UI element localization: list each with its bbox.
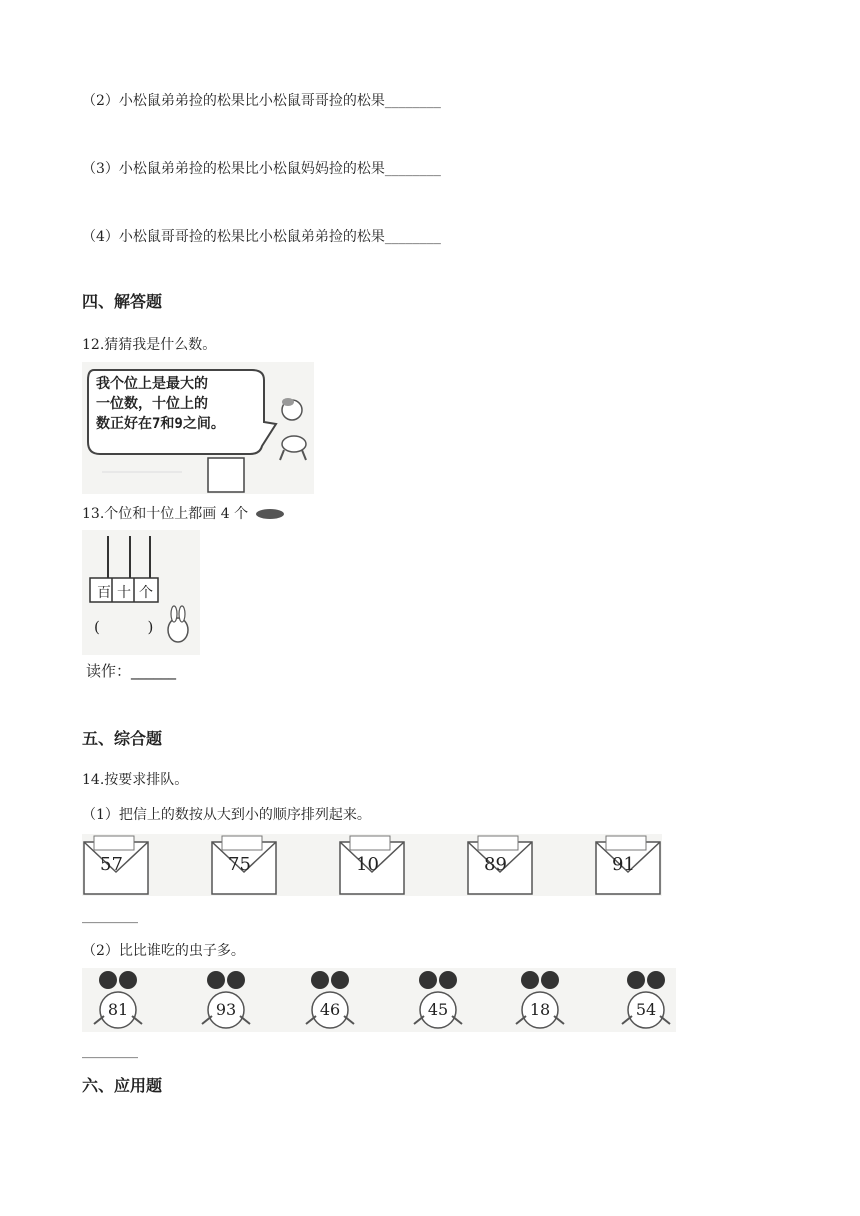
answer-parentheses: ( ) <box>94 618 154 636</box>
q13-label <box>82 505 284 523</box>
section-6-heading: 六、应用题 <box>82 1076 163 1095</box>
abacus-label-tens: 十 <box>117 585 131 601</box>
q13-read-as: 读作：______ <box>86 662 177 680</box>
q14-blank-1: ________ <box>82 908 138 924</box>
q11-item-3: （3）小松鼠弟弟捡的松果比小松鼠妈妈捡的松果________ <box>82 161 441 177</box>
envelope-number: 91 <box>612 854 635 875</box>
section-4-heading: 四、解答题 <box>82 292 163 311</box>
frogs-illustration <box>82 968 676 1032</box>
frog-number: 46 <box>319 1000 341 1019</box>
q13-label-text: 13.个位和十位上都画 4 个 <box>82 506 249 522</box>
frog-number: 18 <box>529 1000 551 1019</box>
section-5-heading: 五、综合题 <box>82 729 163 748</box>
envelope-number: 57 <box>100 854 123 875</box>
envelope-number: 89 <box>484 854 507 875</box>
q12-figure <box>82 362 314 494</box>
q14-sub2: （2）比比谁吃的虫子多。 <box>82 943 245 959</box>
abacus-label-hundreds: 百 <box>97 585 111 601</box>
envelope-number: 10 <box>356 854 379 875</box>
bubble-line-3: 数正好在7和9之间。 <box>96 416 225 432</box>
q11-item-4: （4）小松鼠哥哥捡的松果比小松鼠弟弟捡的松果________ <box>82 229 441 245</box>
q11-item-2: （2）小松鼠弟弟捡的松果比小松鼠哥哥捡的松果________ <box>82 93 441 109</box>
frog-number: 45 <box>427 1000 449 1019</box>
q13-abacus-figure <box>82 530 200 655</box>
frog-number: 81 <box>107 1000 129 1019</box>
bubble-line-2: 一位数，十位上的 <box>96 396 208 412</box>
bead-oval-icon <box>256 509 284 519</box>
q14-label: 14.按要求排队。 <box>82 772 189 788</box>
frog-number: 93 <box>215 1000 237 1019</box>
abacus-label-ones: 个 <box>139 585 153 601</box>
q14-sub1: （1）把信上的数按从大到小的顺序排列起来。 <box>82 807 371 823</box>
envelope-number: 75 <box>228 854 251 875</box>
frog-number: 54 <box>635 1000 657 1019</box>
frogs-strip <box>82 968 676 1032</box>
q14-blank-2: ________ <box>82 1043 138 1059</box>
bubble-line-1: 我个位上是最大的 <box>96 376 208 392</box>
envelopes-strip <box>82 834 662 896</box>
q12-label: 12.猜猜我是什么数。 <box>82 337 217 353</box>
